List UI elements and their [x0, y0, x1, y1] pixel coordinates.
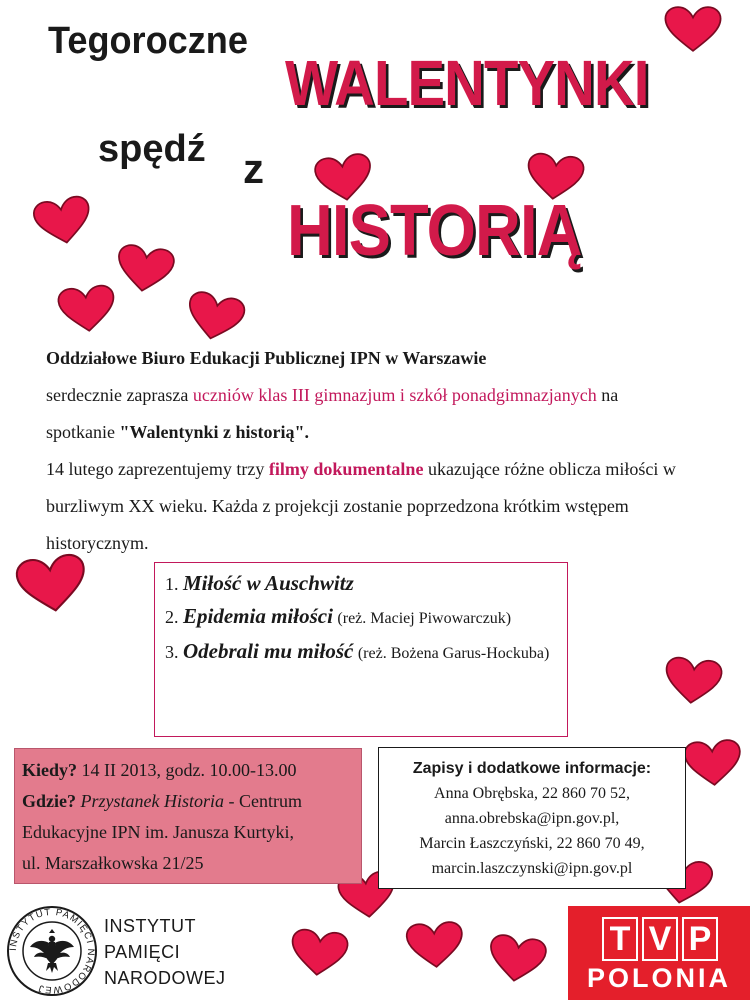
ipn-line1: INSTYTUT [104, 916, 196, 936]
heart-icon [660, 655, 726, 707]
film-item [165, 635, 567, 670]
headline-walentynki: WALENTYNKI [285, 47, 649, 119]
svg-text:INSTYTUT PAMIĘCI NARODOWEJ: INSTYTUT PAMIĘCI NARODOWEJ [7, 906, 97, 996]
film-title: Odebrali mu miłość [183, 639, 354, 663]
film-title: Epidemia miłości [183, 604, 333, 628]
headline-line3: spędź [98, 128, 206, 170]
film-number: 3. [165, 642, 179, 662]
tvp-polonia-logo [568, 906, 750, 1000]
audience-text: uczniów klas III gimnazjum i szkół ponadgimnazjanych [192, 385, 597, 405]
contact-line: Marcin Łaszczyński, 22 860 70 49, [419, 835, 645, 852]
heart-icon [402, 920, 467, 970]
films-highlight: filmy dokumentalne [268, 459, 424, 479]
heart-icon [111, 242, 179, 296]
film-number: 1. [165, 574, 179, 594]
headline-historia: HISTORIĄ [287, 191, 582, 271]
contact-title: Zapisy i dodatkowe informacje: [412, 760, 652, 777]
film-item [165, 600, 567, 635]
where-label: Gdzie? [22, 791, 76, 811]
heart-icon [483, 932, 551, 986]
film-item [165, 567, 567, 600]
heart-icon [54, 283, 120, 335]
heart-icon [180, 288, 250, 346]
contact-email[interactable]: anna.obrebska@ipn.gov.pl, [444, 810, 620, 827]
when-where-box [14, 748, 362, 884]
heart-icon [662, 6, 724, 52]
heart-icon [28, 193, 97, 249]
contact-box [378, 747, 686, 889]
film-title: Miłość w Auschwitz [183, 571, 354, 595]
ipn-seal-logo [6, 905, 98, 997]
headline-z: z [243, 145, 264, 192]
when-label: Kiedy? [22, 760, 78, 780]
headline-line1: Tegoroczne [48, 20, 248, 62]
intro-rest: ukazujące różne oblicza miłości w burzliwym XX wieku. Każda z projekcji zostanie poprzedzona krótkim wstępem historycznym. [46, 459, 676, 553]
heart-icon [286, 927, 352, 979]
film-number: 2. [165, 607, 179, 627]
when-value: 14 II 2013, godz. 10.00-13.00 [81, 760, 297, 780]
meeting-text: na spotkanie [46, 385, 619, 442]
tvp-letter-boxes [602, 917, 718, 961]
event-name: "Walentynki z historią". [119, 422, 310, 442]
contact-email[interactable]: marcin.laszczynski@ipn.gov.pl [431, 860, 633, 877]
intro-paragraph [46, 340, 686, 562]
film-director: (reż. Maciej Piwowarczuk) [337, 610, 512, 627]
invite-text: serdecznie zaprasza [46, 385, 189, 405]
where-rest: - Centrum Edukacyjne IPN im. Janusza Kurtyki, [22, 791, 302, 842]
tvp-polonia-text: POLONIA [586, 963, 731, 993]
ipn-line2: PAMIĘCI [104, 942, 181, 962]
organizer: Oddziałowe Biuro Edukacji Publicznej IPN w Warszawie [46, 348, 487, 368]
ipn-line3: NARODOWEJ [104, 968, 226, 988]
tvp-letter: T [602, 917, 638, 961]
where-place: Przystanek Historia [80, 791, 224, 811]
ipn-wordmark [104, 913, 226, 991]
film-list-box [154, 562, 568, 737]
date-intro: 14 lutego zaprezentujemy trzy [46, 459, 265, 479]
film-director: (reż. Bożena Garus-Hockuba) [357, 645, 550, 662]
contact-line: Anna Obrębska, 22 860 70 52, [434, 785, 630, 802]
heart-icon [680, 738, 745, 788]
tvp-letter: P [682, 917, 718, 961]
tvp-letter: V [642, 917, 678, 961]
address: ul. Marszałkowska 21/25 [22, 853, 204, 873]
